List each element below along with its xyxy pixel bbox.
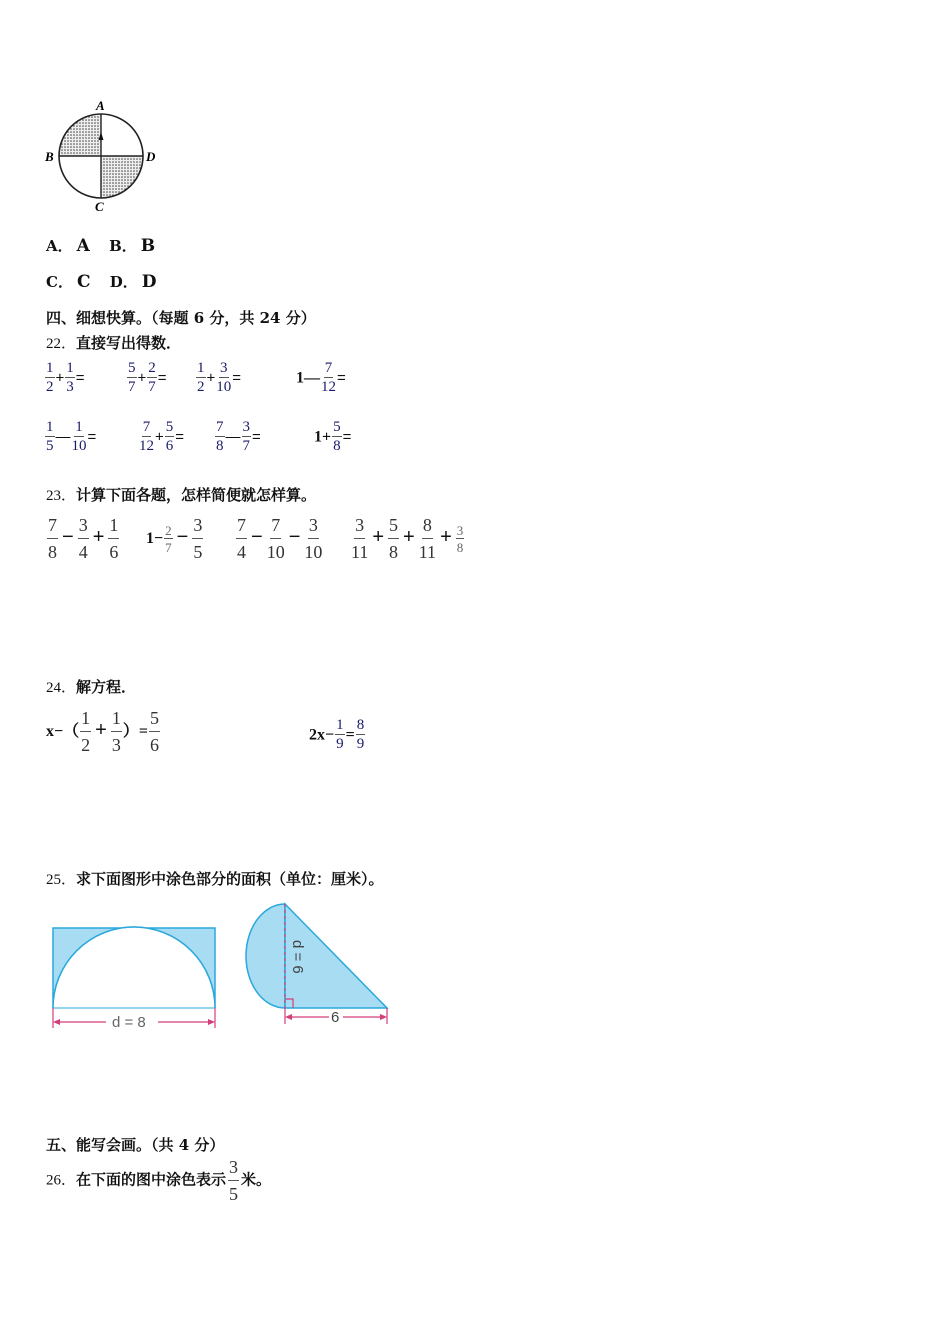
fraction: $\frac{7}{4}$	[237, 515, 246, 562]
fraction: $\frac{1}{6}$	[109, 515, 119, 562]
fraction: $\frac{7}{12}$	[321, 360, 336, 395]
q23-expression-3: $\frac{7}{4}$ − $\frac{7}{10}$ − $\frac{3}{10}$	[237, 515, 323, 562]
label-b: B	[45, 149, 54, 164]
q22-item-5: $\frac{1}{5}$ — $\frac{1}{10}$ =	[46, 419, 97, 454]
fraction: $\frac{1}{5}$	[46, 419, 54, 454]
fraction: $\frac{7}{12}$	[139, 419, 154, 454]
options-line-2	[46, 271, 156, 292]
option-d-key: D．	[109, 273, 138, 291]
q22-item-3: $\frac{1}{2}$ + $\frac{3}{10}$ =	[197, 360, 242, 395]
fraction: $\frac{7}{8}$	[216, 419, 224, 454]
fig2-base-label: 6	[331, 1009, 340, 1026]
fraction: $\frac{3}{8}$	[456, 522, 464, 555]
q24-equation-2: 2x− $\frac{1}{9}$ = $\frac{8}{9}$	[309, 717, 365, 752]
options-line-1	[46, 235, 155, 256]
fraction: $\frac{3}{10}$	[216, 360, 232, 395]
fraction: $\frac{2}{7}$	[148, 360, 156, 395]
q24-equation-1: x−（ $\frac{1}{2}$ + $\frac{1}{3}$ ）= $\frac{5}{6}$	[46, 708, 159, 755]
q23-expression-4: $\frac{3}{11}$ + $\frac{5}{8}$ + $\frac{8}{11}$ + $\frac{3}{8}$	[351, 515, 464, 562]
q22-item-7: $\frac{7}{8}$ — $\frac{3}{7}$ =	[216, 419, 261, 454]
q22-item-1: $\frac{1}{2}$ + $\frac{1}{3}$ =	[46, 360, 85, 395]
fraction: $\frac{8}{9}$	[356, 717, 365, 752]
option-c[interactable]: C	[76, 272, 91, 292]
fraction: $\frac{5}{6}$	[165, 419, 174, 454]
option-b-key: B．	[109, 237, 137, 255]
fraction: $\frac{3}{5}$	[193, 515, 203, 562]
label-a: A	[96, 98, 105, 113]
q24-heading: 24．解方程．	[46, 678, 137, 696]
fraction: $\frac{1}{3}$	[66, 360, 74, 395]
option-b[interactable]: B	[140, 236, 156, 256]
fig2-diameter-label: d = 6	[289, 940, 306, 974]
fraction: $\frac{1}{2}$	[81, 708, 91, 755]
fraction: $\frac{7}{10}$	[266, 515, 285, 562]
label-d: D	[146, 149, 156, 164]
fraction: $\frac{2}{7}$	[165, 522, 172, 555]
fraction: $\frac{5}{8}$	[333, 419, 341, 454]
label-c: C	[95, 199, 104, 214]
option-a[interactable]: A	[76, 236, 90, 256]
q22-heading: 22．直接写出得数．	[46, 334, 182, 352]
fraction: $\frac{5}{8}$	[389, 515, 399, 562]
circle-quadrant-figure	[40, 98, 170, 218]
q23-expression-2: 1− $\frac{2}{7}$ − $\frac{3}{5}$	[146, 515, 203, 562]
fraction: $\frac{1}{2}$	[46, 360, 54, 395]
q22-item-2: $\frac{5}{7}$ + $\frac{2}{7}$ =	[128, 360, 167, 395]
option-a-key: A．	[46, 237, 73, 255]
fraction: $\frac{1}{3}$	[111, 708, 121, 755]
q22-item-4: 1— $\frac{7}{12}$ =	[296, 360, 346, 395]
fraction: $\frac{3}{11}$	[351, 515, 369, 562]
option-c-key: C．	[46, 273, 73, 291]
q22-item-6: $\frac{7}{12}$ + $\frac{5}{6}$ =	[139, 419, 185, 454]
q26-question: 26．在下面的图中涂色表示 $\frac{3}{5}$ 米。	[46, 1157, 272, 1204]
fraction: $\frac{3}{5}$	[229, 1157, 239, 1204]
q25-figures	[46, 900, 406, 1035]
figure-rectangle-semicircle	[53, 927, 215, 1031]
fraction: $\frac{5}{7}$	[128, 360, 136, 395]
option-d[interactable]: D	[141, 272, 157, 292]
q25-heading: 25．求下面图形中涂色部分的面积（单位：厘米）。	[46, 870, 384, 888]
fraction: $\frac{8}{11}$	[418, 515, 437, 562]
fraction: $\frac{3}{10}$	[304, 515, 323, 562]
fig1-diameter-label: d = 8	[112, 1014, 146, 1031]
q22-item-8: 1+ $\frac{5}{8}$ =	[314, 419, 352, 454]
fraction: $\frac{5}{6}$	[149, 708, 159, 755]
fraction: $\frac{1}{9}$	[336, 717, 344, 752]
q23-heading: 23．计算下面各题，怎样简便就怎样算。	[46, 486, 317, 504]
fraction: $\frac{3}{7}$	[242, 419, 250, 454]
fraction: $\frac{1}{2}$	[197, 360, 205, 395]
q23-expression-1: $\frac{7}{8}$ − $\frac{3}{4}$ + $\frac{1}{6}$	[48, 515, 119, 562]
section-5-title: 五、能写会画。（共 4 分）	[46, 1136, 225, 1154]
fraction: $\frac{3}{4}$	[78, 515, 88, 562]
fraction: $\frac{7}{8}$	[48, 515, 57, 562]
fraction: $\frac{1}{10}$	[71, 419, 87, 454]
figure-semicircle-triangle	[246, 904, 387, 1026]
section-4-title: 四、细想快算。（每题 6 分，共 24 分）	[46, 309, 316, 327]
